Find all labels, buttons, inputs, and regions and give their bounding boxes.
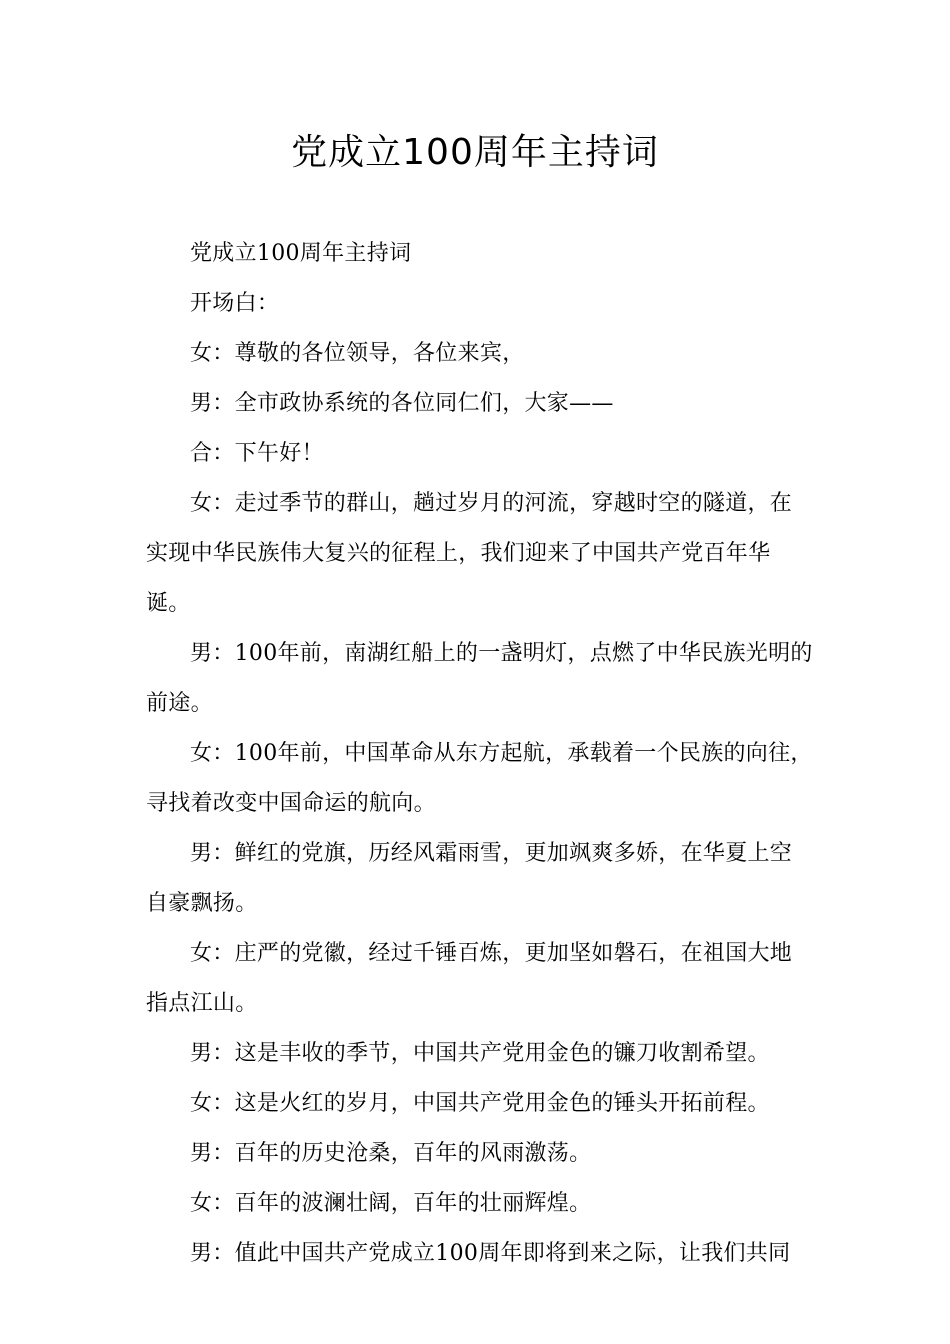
paragraph: 开场白： [190,291,280,316]
paragraph: 女：100年前，中国革命从东方起航，承载着一个民族的向往，寻找着改变中国命运的航向。 [146,741,813,816]
paragraph: 女：百年的波澜壮阔，百年的壮丽辉煌。 [190,1191,592,1216]
paragraph: 男：鲜红的党旗，历经风霜雨雪，更加飒爽多娇，在华夏上空自豪飘扬。 [146,841,793,916]
paragraph: 男：值此中国共产党成立100周年即将到来之际，让我们共同 [190,1241,791,1266]
paragraph: 党成立100周年主持词 [190,241,412,266]
paragraph: 女：尊敬的各位领导，各位来宾， [190,341,525,366]
paragraph: 合：下午好！ [190,441,324,466]
paragraph: 男：100年前，南湖红船上的一盏明灯，点燃了中华民族光明的前途。 [146,641,813,716]
paragraph: 女：这是火红的岁月，中国共产党用金色的锤头开拓前程。 [190,1091,770,1116]
document-title: 党成立100周年主持词 [291,132,659,173]
paragraph: 男：全市政协系统的各位同仁们，大家—— [190,391,614,416]
paragraph: 女：走过季节的群山，趟过岁月的河流，穿越时空的隧道，在实现中华民族伟大复兴的征程上，我们迎来了中国共产党百年华诞。 [146,491,793,616]
document-body [146,229,814,1279]
paragraph: 男：百年的历史沧桑，百年的风雨激荡。 [190,1141,592,1166]
paragraph: 女：庄严的党徽，经过千锤百炼，更加坚如磐石，在祖国大地指点江山。 [146,941,793,1016]
paragraph: 男：这是丰收的季节，中国共产党用金色的镰刀收割希望。 [190,1041,770,1066]
